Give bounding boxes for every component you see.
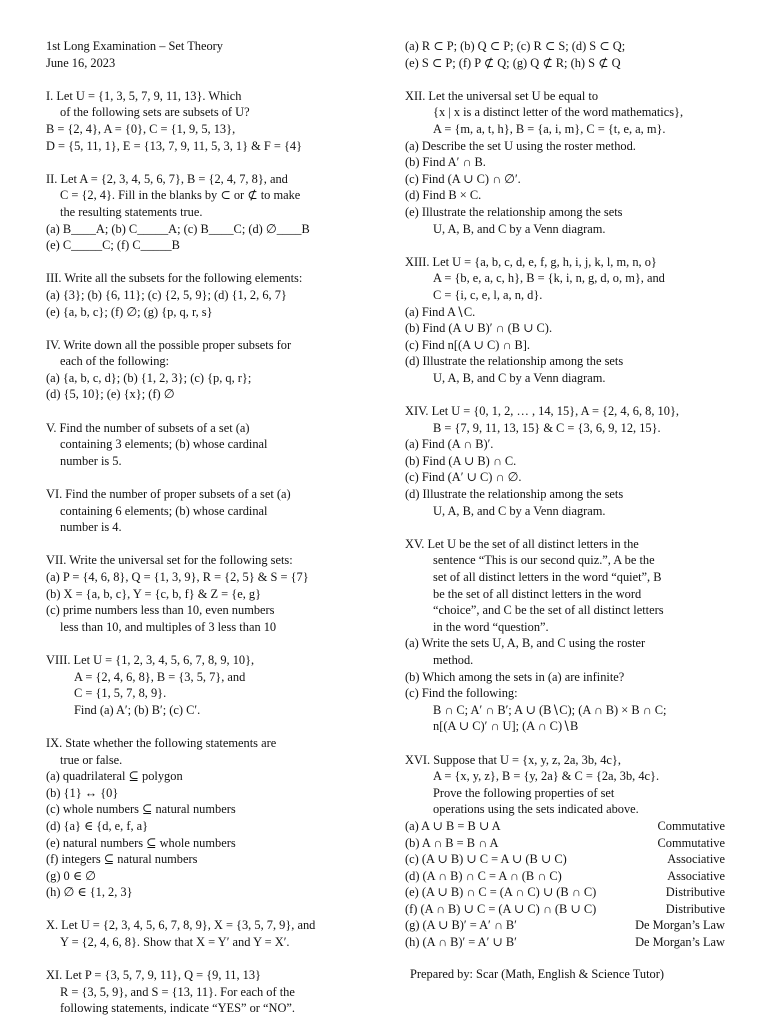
question-12-line: (e) Illustrate the relationship among the sets [405, 204, 623, 219]
question-12-line: (a) Describe the set U using the roster method. [405, 138, 636, 153]
question-7-line: less than 10, and multiples of 3 less than 10 [60, 619, 277, 634]
question-9-line: (c) whole numbers ⊆ natural numbers [46, 802, 236, 817]
question-15-line: sentence “This is our second quiz.”, A be the [433, 553, 655, 568]
question-1 [46, 88, 376, 154]
question-1-line: B = {2, 4}, A = {0}, C = {1, 9, 5, 13}, [46, 121, 236, 136]
property-name: Commutative [657, 818, 725, 833]
question-3-line: (e) {a, b, c}; (f) ∅; (g) {p, q, r, s} [46, 304, 213, 319]
question-12-line: (b) Find A′ ∩ B. [405, 155, 486, 170]
question-15-line: be the set of all distinct letters in the word [433, 586, 642, 601]
question-1-line: I. Let U = {1, 3, 5, 7, 9, 11, 13}. Which [46, 88, 242, 103]
property-expression: (c) (A ∪ B) ∪ C = A ∪ (B ∪ C) [405, 852, 567, 867]
question-1-line: of the following sets are subsets of U? [60, 105, 250, 120]
question-16 [405, 752, 727, 818]
question-15-line: (c) Find the following: [405, 686, 518, 701]
property-expression: (f) (A ∩ B) ∪ C = (A ∪ C) ∩ (B ∪ C) [405, 901, 597, 916]
question-11-line: (a) R ⊂ P; (b) Q ⊂ P; (c) R ⊂ S; (d) S ⊂ Q; [405, 39, 626, 53]
property-row [405, 884, 727, 901]
question-16-line: operations using the sets indicated above. [433, 802, 639, 817]
question-11-continued [405, 38, 727, 71]
question-2-line: C = {2, 4}. Fill in the blanks by ⊂ or ⊄ to make [60, 188, 301, 203]
question-14-line: (a) Find (A ∩ B)′. [405, 437, 494, 452]
property-expression: (e) (A ∪ B) ∩ C = (A ∩ C) ∪ (B ∩ C) [405, 885, 597, 900]
property-name: De Morgan’s Law [635, 935, 725, 950]
question-10 [46, 917, 376, 950]
question-15-line: (a) Write the sets U, A, B, and C using the roster [405, 636, 646, 651]
exam-date: June 16, 2023 [46, 55, 116, 70]
question-8-line: VIII. Let U = {1, 2, 3, 4, 5, 6, 7, 8, 9, 10}, [46, 652, 255, 667]
question-8-line: C = {1, 5, 7, 8, 9}. [74, 686, 167, 701]
question-14-line: XIV. Let U = {0, 1, 2, … , 14, 15}, A = {2, 4, 6, 8, 10}, [405, 404, 679, 419]
question-3-line: III. Write all the subsets for the following elements: [46, 271, 303, 286]
question-8-line: Find (a) A′; (b) B′; (c) C′. [74, 702, 201, 717]
question-12-line: (d) Find B × C. [405, 188, 482, 203]
question-12-line: A = {m, a, t, h}, B = {a, i, m}, C = {t, e, a, m}. [433, 121, 666, 136]
right-column [405, 38, 727, 951]
question-15-line: in the word “question”. [433, 619, 549, 634]
question-4-line: (a) {a, b, c, d}; (b) {1, 2, 3}; (c) {p, q, r}; [46, 370, 252, 385]
question-9-line: (d) {a} ∈ {d, e, f, a} [46, 818, 149, 833]
question-5 [46, 420, 376, 470]
question-6-line: containing 6 elements; (b) whose cardinal [60, 503, 268, 518]
question-15-line: set of all distinct letters in the word “quiet”, B [433, 570, 662, 584]
question-4-line: (d) {5, 10}; (e) {x}; (f) ∅ [46, 387, 175, 402]
question-9-line: (h) ∅ ∈ {1, 2, 3} [46, 885, 133, 900]
property-row [405, 934, 727, 951]
property-row [405, 818, 727, 835]
question-14 [405, 403, 727, 519]
question-5-line: number is 5. [60, 453, 122, 468]
question-13 [405, 254, 727, 387]
question-5-line: containing 3 elements; (b) whose cardinal [60, 437, 268, 452]
question-13-line: (d) Illustrate the relationship among the sets [405, 354, 624, 369]
question-7-line: (b) X = {a, b, c}, Y = {c, b, f} & Z = {e, g} [46, 586, 262, 601]
question-2 [46, 171, 376, 254]
question-15-line: XV. Let U be the set of all distinct letters in the [405, 536, 639, 551]
question-15-line: “choice”, and C be the set of all distinct letters [433, 603, 664, 618]
question-10-line: Y = {2, 4, 6, 8}. Show that X = Y′ and Y = X′. [60, 935, 290, 950]
question-12-line: XII. Let the universal set U be equal to [405, 88, 599, 103]
property-expression: (g) (A ∪ B)′ = A′ ∩ B′ [405, 918, 517, 933]
question-15-line: (b) Which among the sets in (a) are infinite? [405, 669, 625, 684]
property-name: Distributive [665, 901, 725, 916]
question-15-line: method. [433, 652, 474, 667]
question-14-line: (c) Find (A′ ∪ C) ∩ ∅. [405, 470, 522, 485]
question-2-line: the resulting statements true. [60, 204, 203, 219]
question-12 [405, 88, 727, 237]
question-16-line: Prove the following properties of set [433, 785, 615, 800]
question-15 [405, 536, 727, 735]
property-name: Associative [667, 852, 725, 867]
question-14-line: (b) Find (A ∪ B) ∩ C. [405, 453, 517, 468]
question-2-line: II. Let A = {2, 3, 4, 5, 6, 7}, B = {2, 4, 7, 8}, and [46, 171, 288, 186]
property-row [405, 851, 727, 868]
question-13-line: C = {i, c, e, l, a, n, d}. [433, 287, 543, 302]
question-9 [46, 735, 376, 901]
question-12-line: (c) Find (A ∪ C) ∩ ∅′. [405, 171, 521, 186]
question-14-line: B = {7, 9, 11, 13, 15} & C = {3, 6, 9, 12, 15}. [433, 420, 661, 435]
question-9-line: IX. State whether the following statements are [46, 735, 277, 750]
property-expression: (b) A ∩ B = B ∩ A [405, 835, 499, 850]
question-11 [46, 967, 376, 1017]
property-name: Associative [667, 868, 725, 883]
question-10-line: X. Let U = {2, 3, 4, 5, 6, 7, 8, 9}, X = {3, 5, 7, 9}, and [46, 918, 316, 933]
question-11-line: XI. Let P = {3, 5, 7, 9, 11}, Q = {9, 11, 13} [46, 968, 262, 983]
left-column [46, 38, 376, 1017]
question-7-line: (c) prime numbers less than 10, even numbers [46, 603, 275, 618]
question-15-line: n[(A ∪ C)′ ∩ U]; (A ∩ C)∖B [433, 719, 579, 734]
question-12-line: {x | x is a distinct letter of the word mathematics}, [433, 105, 684, 120]
question-7 [46, 552, 376, 635]
question-13-line: XIII. Let U = {a, b, c, d, e, f, g, h, i, j, k, l, m, n, o} [405, 254, 657, 269]
question-4-line: IV. Write down all the possible proper subsets for [46, 337, 292, 352]
question-11-line: R = {3, 5, 9}, and S = {13, 11}. For each of the [60, 984, 295, 999]
question-1-line: D = {5, 11, 1}, E = {13, 7, 9, 11, 5, 3, 1} & F = {4} [46, 138, 303, 153]
property-name: Distributive [665, 885, 725, 900]
properties-list [405, 818, 727, 951]
property-row [405, 868, 727, 885]
question-13-line: (b) Find (A ∪ B)′ ∩ (B ∪ C). [405, 321, 553, 336]
question-9-line: (g) 0 ∈ ∅ [46, 868, 96, 883]
question-4 [46, 337, 376, 403]
question-13-line: (c) Find n[(A ∪ C) ∩ B]. [405, 337, 530, 352]
question-13-line: A = {b, e, a, c, h}, B = {k, i, n, g, d, o, m}, and [433, 271, 665, 286]
property-row [405, 901, 727, 918]
question-13-line: U, A, B, and C by a Venn diagram. [433, 370, 606, 385]
property-name: Commutative [657, 835, 725, 850]
question-11-line: following statements, indicate “YES” or “NO”. [60, 1001, 296, 1016]
question-16-line: A = {x, y, z}, B = {y, 2a} & C = {2a, 3b, 4c}. [433, 769, 660, 784]
question-4-line: each of the following: [60, 354, 170, 369]
question-11-line: (e) S ⊂ P; (f) P ⊄ Q; (g) Q ⊄ R; (h) S ⊄ Q [405, 55, 621, 70]
question-9-line: (b) {1} ↔ {0} [46, 785, 119, 800]
question-2-line: (e) C_____C; (f) C_____B [46, 238, 180, 253]
question-7-line: VII. Write the universal set for the following sets: [46, 553, 293, 568]
question-9-line: (a) quadrilateral ⊆ polygon [46, 769, 183, 784]
question-13-line: (a) Find A∖C. [405, 304, 476, 319]
property-row [405, 835, 727, 852]
question-9-line: (f) integers ⊆ natural numbers [46, 852, 198, 867]
property-name: De Morgan’s Law [635, 918, 725, 933]
question-14-line: (d) Illustrate the relationship among the sets [405, 487, 624, 502]
question-2-line: (a) B____A; (b) C_____A; (c) B____C; (d) ∅____B [46, 221, 310, 236]
prepared-by-credit: Prepared by: Scar (Math, English & Science Tutor) [410, 967, 664, 981]
property-expression: (d) (A ∩ B) ∩ C = A ∩ (B ∩ C) [405, 868, 562, 883]
property-row [405, 917, 727, 934]
question-8 [46, 652, 376, 718]
question-5-line: V. Find the number of subsets of a set (a) [46, 420, 250, 435]
question-3-line: (a) {3}; (b) {6, 11}; (c) {2, 5, 9}; (d) {1, 2, 6, 7} [46, 287, 287, 302]
exam-title: 1st Long Examination – Set Theory [46, 39, 224, 53]
question-12-line: U, A, B, and C by a Venn diagram. [433, 221, 606, 236]
question-14-line: U, A, B, and C by a Venn diagram. [433, 503, 606, 518]
question-9-line: true or false. [60, 752, 123, 767]
question-3 [46, 270, 376, 320]
question-15-line: B ∩ C; A′ ∩ B′; A ∪ (B∖C); (A ∩ B) × B ∩ C; [433, 702, 667, 717]
question-6-line: VI. Find the number of proper subsets of a set (a) [46, 487, 291, 502]
property-expression: (h) (A ∩ B)′ = A′ ∪ B′ [405, 935, 517, 950]
question-9-line: (e) natural numbers ⊆ whole numbers [46, 835, 236, 850]
property-expression: (a) A ∪ B = B ∪ A [405, 818, 501, 833]
question-16-line: XVI. Suppose that U = {x, y, z, 2a, 3b, 4c}, [405, 752, 621, 767]
question-6-line: number is 4. [60, 520, 122, 535]
question-7-line: (a) P = {4, 6, 8}, Q = {1, 3, 9}, R = {2, 5} & S = {7} [46, 570, 309, 584]
question-6 [46, 486, 376, 536]
question-8-line: A = {2, 4, 6, 8}, B = {3, 5, 7}, and [74, 669, 246, 684]
